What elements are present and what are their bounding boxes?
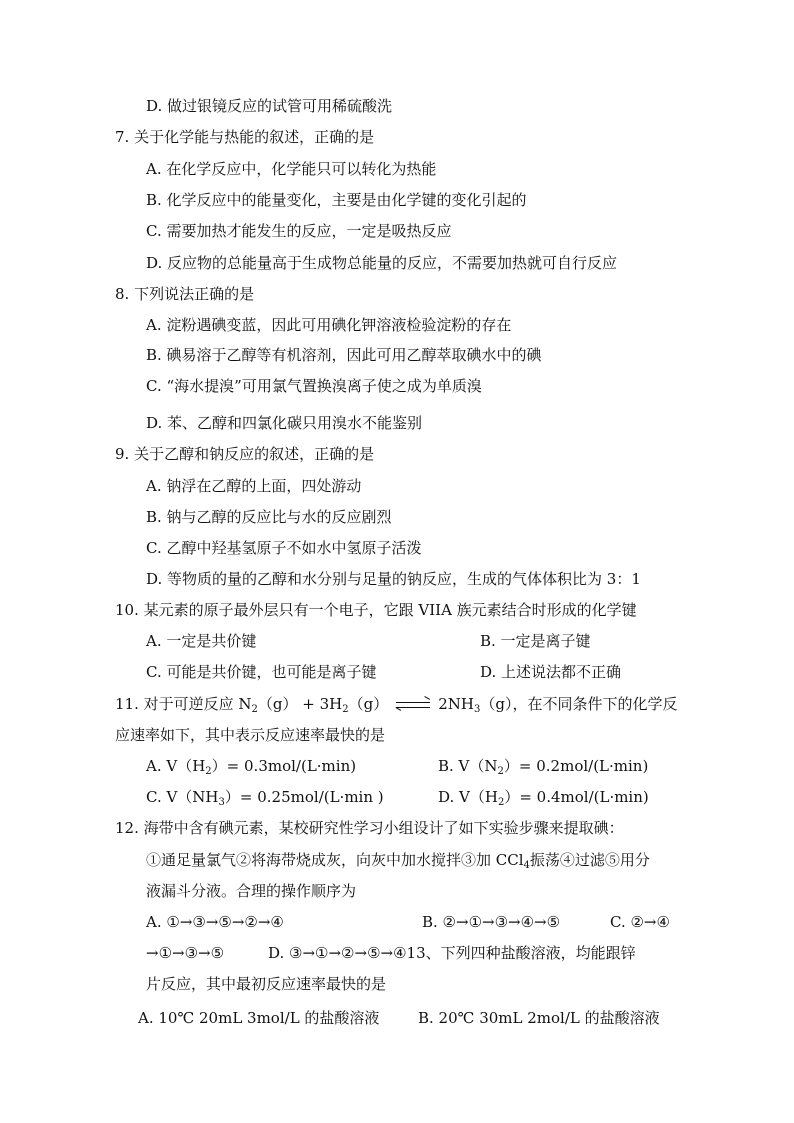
- q8-option-a: A. 淀粉遇碘变蓝，因此可用碘化钾溶液检验淀粉的存在: [146, 316, 512, 334]
- q7-option-d: D. 反应物的总能量高于生成物总能量的反应，不需要加热就可自行反应: [146, 254, 618, 272]
- q7-option-c: C. 需要加热才能发生的反应，一定是吸热反应: [146, 222, 452, 240]
- q13-option-a: A. 10℃ 20mL 3mol/L 的盐酸溶液: [138, 1009, 380, 1027]
- q13-option-b: B. 20℃ 30mL 2mol/L 的盐酸溶液: [418, 1009, 660, 1027]
- q12-stem: 12. 海带中含有碘元素，某校研究性学习小组设计了如下实验步骤来提取碘：: [115, 819, 624, 837]
- q9-option-b: B. 钠与乙醇的反应比与水的反应剧烈: [146, 508, 392, 526]
- q9-option-c: C. 乙醇中羟基氢原子不如水中氢原子活泼: [146, 539, 422, 557]
- q12-steps-cont: 液漏斗分液。合理的操作顺序为: [146, 882, 357, 900]
- q12-option-c-cont: →①→③→⑤: [146, 944, 225, 962]
- q8-stem: 8. 下列说法正确的是: [115, 285, 255, 303]
- q9-option-a: A. 钠浮在乙醇的上面，四处游动: [146, 477, 362, 495]
- q8-option-b: B. 碘易溶于乙醇等有机溶剂，因此可用乙醇萃取碘水中的碘: [146, 346, 542, 364]
- q10-option-b: B. 一定是离子键: [480, 632, 591, 650]
- q12-option-b: B. ②→①→③→④→⑤: [422, 913, 561, 931]
- q11-stem-cont: 应速率如下，其中表示反应速率最快的是: [115, 726, 386, 744]
- q7-option-a: A. 在化学反应中，化学能只可以转化为热能: [146, 160, 437, 178]
- q6-option-d: D. 做过银镜反应的试管可用稀硫酸洗: [146, 97, 393, 115]
- q11-stem: 11. 对于可逆反应 $N_2(g) + 3H_2(g)$ $2NH_3(g)$，在不同条件下的化学反: [115, 695, 678, 715]
- q12-option-c: C. ②→④: [610, 913, 670, 931]
- q7-option-b: B. 化学反应中的能量变化，主要是由化学键的变化引起的: [146, 191, 527, 209]
- q11-option-b: B. $V(N_2)= 0.2mol/(L\cdot\min)$: [438, 757, 649, 777]
- q12-steps: ①通足量氯气②将海带烧成灰，向灰中加水搅拌③加 CCl$_4$振荡④过滤⑤用分: [146, 851, 650, 871]
- q11-option-d: D. $V(H_2)= 0.4mol/(L\cdot\min)$: [438, 788, 649, 808]
- q8-option-c: C. “海水提溴”可用氯气置换溴离子使之成为单质溴: [146, 377, 482, 395]
- q10-stem: 10. 某元素的原子最外层只有一个电子，它跟 VIIA 族元素结合时形成的化学键: [115, 601, 637, 619]
- q11-option-c: C. $V(NH_3)= 0.25mol/(L\cdot\min$ ): [146, 788, 384, 808]
- q10-option-a: A. 一定是共价键: [146, 632, 257, 650]
- q10-option-d: D. 上述说法都不正确: [480, 663, 622, 681]
- q10-option-c: C. 可能是共价键，也可能是离子键: [146, 663, 377, 681]
- q9-stem: 9. 关于乙醇和钠反应的叙述，正确的是: [115, 445, 375, 463]
- q12-option-d-q13-stem: D. ③→①→②→⑤→④13、下列四种盐酸溶液，均能跟锌: [268, 944, 636, 962]
- q8-option-d: D. 苯、乙醇和四氯化碳只用溴水不能鉴别: [146, 414, 423, 432]
- q11-option-a: A. $V(H_2)= 0.3mol/(L\cdot\min)$: [146, 757, 357, 777]
- q12-option-a: A. ①→③→⑤→②→④: [146, 913, 284, 931]
- q7-stem: 7. 关于化学能与热能的叙述，正确的是: [115, 128, 375, 146]
- q13-stem-cont: 片反应，其中最初反应速率最快的是: [146, 975, 387, 993]
- q9-option-d: D. 等物质的量的乙醇和水分别与足量的钠反应，生成的气体体积比为 3：1: [146, 570, 641, 588]
- equilibrium-arrow-icon: [396, 699, 430, 711]
